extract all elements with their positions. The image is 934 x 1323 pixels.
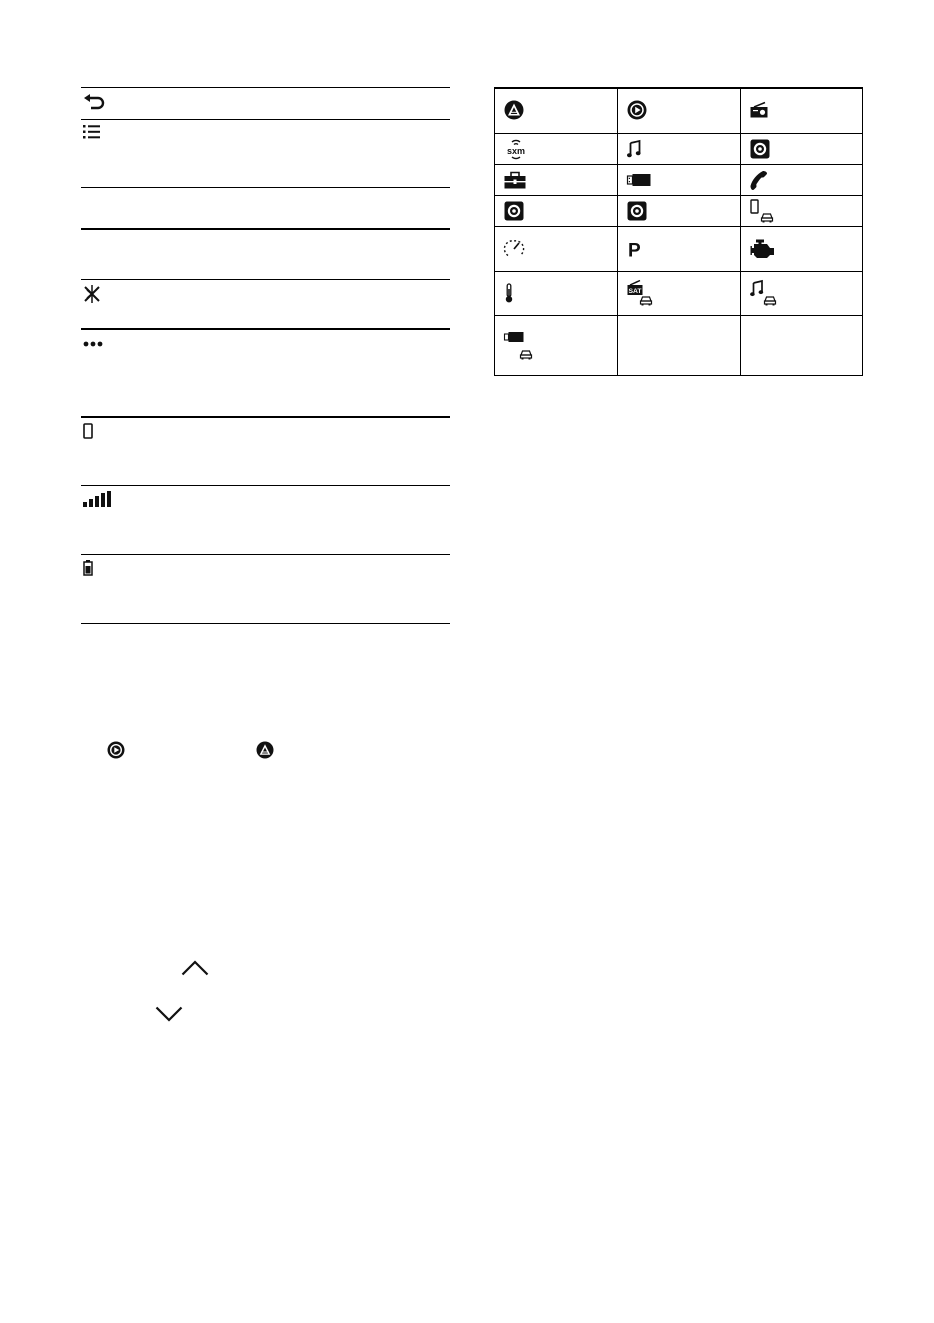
row-divider: [81, 416, 450, 418]
grid-cell: [740, 315, 863, 376]
grid-cell: [740, 164, 863, 195]
phone-handset-icon: [750, 170, 768, 190]
music-car-icon: [750, 280, 776, 306]
grid-cell: [740, 271, 863, 315]
grid-cell: [494, 195, 617, 226]
grid-cell: [617, 315, 740, 376]
chevron-down-icon: [155, 1006, 183, 1022]
radio-icon: [750, 102, 768, 118]
grid-cell: [617, 271, 740, 315]
svg-text:SAT: SAT: [628, 287, 642, 295]
grid-cell: [494, 87, 617, 133]
bluetooth-off-icon: [83, 285, 101, 303]
svg-text:P: P: [628, 240, 641, 262]
row-divider: [81, 485, 450, 486]
grid-cell: [740, 195, 863, 226]
disc-icon: [504, 201, 524, 221]
android-auto-icon: [256, 741, 274, 759]
usb-car-icon: [504, 332, 534, 360]
row-divider: [81, 328, 450, 330]
grid-cell: [617, 164, 740, 195]
row-divider: [81, 623, 450, 624]
apple-carplay-icon: [107, 741, 125, 759]
music-note-icon: [627, 140, 641, 158]
grid-cell: [740, 87, 863, 133]
engine-icon: [750, 239, 776, 259]
android-auto-icon: [504, 100, 524, 120]
grid-cell: [494, 226, 617, 271]
row-divider: [81, 228, 450, 230]
more-dots-icon: [83, 341, 103, 347]
thermometer-icon: [504, 283, 514, 303]
disc-icon: [627, 201, 647, 221]
signal-bars-icon: [83, 491, 111, 507]
grid-cell: [494, 164, 617, 195]
chevron-up-icon: [181, 960, 209, 976]
grid-cell: [494, 271, 617, 315]
grid-cell: [617, 87, 740, 133]
battery-icon: [83, 560, 93, 576]
source-icon-grid: [494, 87, 863, 376]
grid-cell: [617, 226, 740, 271]
sat-radio-car-icon: [627, 280, 653, 306]
grid-cell: [617, 133, 740, 164]
grid-cell: [740, 226, 863, 271]
grid-cell: [494, 315, 617, 376]
grid-cell: [494, 133, 617, 164]
row-divider: [81, 87, 450, 88]
gauge-icon: [504, 239, 524, 259]
svg-text:sxm: sxm: [506, 146, 526, 156]
back-arrow-icon: [83, 93, 107, 109]
disc-icon: [750, 139, 770, 159]
row-divider: [81, 554, 450, 555]
phone-outline-icon: [83, 423, 93, 439]
toolbox-icon: [504, 171, 526, 189]
row-divider: [81, 119, 450, 120]
grid-cell: [740, 133, 863, 164]
parking-icon: [627, 240, 643, 262]
list-menu-icon: [83, 125, 101, 139]
row-divider: [81, 187, 450, 188]
siriusxm-icon: [504, 138, 528, 160]
apple-carplay-icon: [627, 100, 647, 120]
row-divider: [81, 279, 450, 280]
grid-cell: [617, 195, 740, 226]
usb-drive-icon: [627, 174, 651, 186]
phone-car-icon: [750, 199, 774, 223]
